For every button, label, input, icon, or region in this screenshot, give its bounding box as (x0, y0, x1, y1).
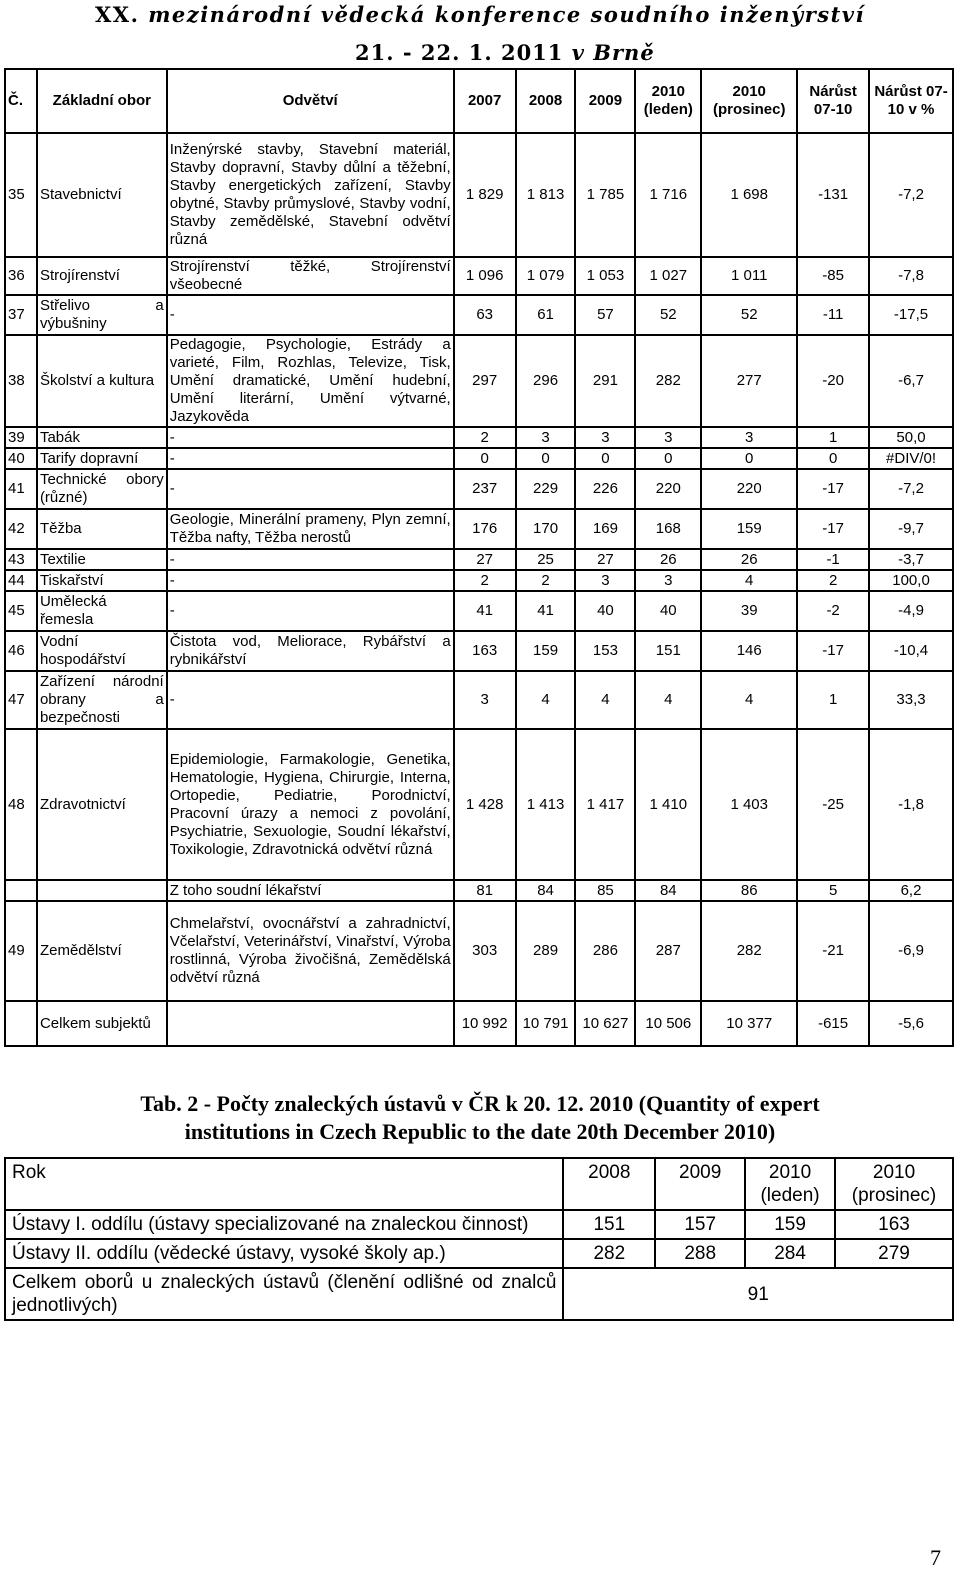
col-header-c: Č. (5, 69, 37, 133)
row-number: 36 (5, 257, 37, 295)
row-field: Textilie (37, 549, 167, 570)
col-header-rok: Rok (5, 1158, 563, 1210)
value-cell: 279 (835, 1239, 953, 1268)
value-cell: -5,6 (869, 1001, 953, 1046)
value-cell: -7,8 (869, 257, 953, 295)
value-cell: 282 (635, 335, 701, 427)
col-header-narust: Nárůst 07-10 (797, 69, 869, 133)
row-branches: - (167, 570, 454, 591)
col-header-2009: 2009 (575, 69, 635, 133)
row-number: 45 (5, 591, 37, 631)
row-field: Vodní hospodářství (37, 631, 167, 671)
value-cell: 26 (701, 549, 797, 570)
row-field: Těžba (37, 509, 167, 549)
table-row (5, 549, 953, 570)
row-number: 40 (5, 448, 37, 469)
value-cell: 27 (575, 549, 635, 570)
value-cell: 52 (701, 295, 797, 335)
row-branches: - (167, 549, 454, 570)
value-cell: 286 (575, 901, 635, 1001)
value-cell: 159 (701, 509, 797, 549)
col-header-prosinec: 2010 (prosinec) (835, 1158, 953, 1210)
col-header-2007: 2007 (454, 69, 516, 133)
table-row (5, 880, 953, 901)
row-number: 35 (5, 133, 37, 257)
value-cell: 220 (635, 469, 701, 509)
value-cell: 1 096 (454, 257, 516, 295)
table-row (5, 469, 953, 509)
value-cell: 1 698 (701, 133, 797, 257)
row-field: Stavebnictví (37, 133, 167, 257)
value-cell: 41 (454, 591, 516, 631)
value-cell: -10,4 (869, 631, 953, 671)
row-branches: - (167, 591, 454, 631)
value-cell: 27 (454, 549, 516, 570)
value-cell: -7,2 (869, 133, 953, 257)
conference-date (355, 40, 655, 65)
value-cell: 33,3 (869, 671, 953, 729)
value-cell: 3 (635, 427, 701, 448)
table-row (5, 1239, 953, 1268)
row-field: Tarify dopravní (37, 448, 167, 469)
row-branches (167, 1001, 454, 1046)
row-field: Zemědělství (37, 901, 167, 1001)
value-cell: 63 (454, 295, 516, 335)
value-cell: -6,7 (869, 335, 953, 427)
value-cell: 0 (701, 448, 797, 469)
row-field: Školství a kultura (37, 335, 167, 427)
value-cell: 1 813 (516, 133, 576, 257)
row-branches: - (167, 469, 454, 509)
value-cell: 0 (575, 448, 635, 469)
col-header-leden: 2010 (leden) (745, 1158, 835, 1210)
value-cell: 0 (454, 448, 516, 469)
row-number (5, 880, 37, 901)
row-number: 38 (5, 335, 37, 427)
value-cell: 86 (701, 880, 797, 901)
col-header-prosinec: 2010 (prosinec) (701, 69, 797, 133)
value-cell: 0 (516, 448, 576, 469)
value-cell: 159 (516, 631, 576, 671)
value-cell: 1 403 (701, 729, 797, 880)
row-field: Zdravotnictví (37, 729, 167, 880)
value-cell: -1,8 (869, 729, 953, 880)
value-cell: 10 377 (701, 1001, 797, 1046)
row-field: Zařízení národní obrany a bezpečnosti (37, 671, 167, 729)
value-cell: 163 (835, 1210, 953, 1239)
row-number: 37 (5, 295, 37, 335)
value-cell: 10 791 (516, 1001, 576, 1046)
value-cell: 168 (635, 509, 701, 549)
table-header-row (5, 69, 953, 133)
value-cell: 26 (635, 549, 701, 570)
row-label: Ústavy II. oddílu (vědecké ústavy, vysoké školy ap.) (5, 1239, 563, 1268)
row-branches: Pedagogie, Psychologie, Estrády a varieté, Film, Rozhlas, Televize, Tisk, Umění dramatické, Umění hudební, Umění literární, Umění výtvarné, Jazykověda (167, 335, 454, 427)
row-field: Celkem subjektů (37, 1001, 167, 1046)
row-field (37, 880, 167, 901)
value-cell: 3 (635, 570, 701, 591)
value-cell: 25 (516, 549, 576, 570)
value-cell: 3 (701, 427, 797, 448)
value-cell: 10 992 (454, 1001, 516, 1046)
value-cell: 3 (454, 671, 516, 729)
value-cell: -17,5 (869, 295, 953, 335)
value-cell: 146 (701, 631, 797, 671)
value-cell: -20 (797, 335, 869, 427)
table-row (5, 257, 953, 295)
value-cell: 151 (635, 631, 701, 671)
row-branches: - (167, 295, 454, 335)
col-header-obor: Základní obor (37, 69, 167, 133)
table-row (5, 295, 953, 335)
value-cell: 1 428 (454, 729, 516, 880)
value-cell: 1 079 (516, 257, 576, 295)
value-cell: 3 (516, 427, 576, 448)
value-cell: -85 (797, 257, 869, 295)
row-field: Umělecká řemesla (37, 591, 167, 631)
value-cell: -11 (797, 295, 869, 335)
table-row (5, 133, 953, 257)
caption-line2: institutions in Czech Republic to the date 20th December 2010) (184, 1119, 776, 1144)
value-cell: 1 (797, 671, 869, 729)
value-cell: 277 (701, 335, 797, 427)
value-cell: 4 (635, 671, 701, 729)
col-header-2008: 2008 (563, 1158, 655, 1210)
value-cell: -615 (797, 1001, 869, 1046)
value-cell: -1 (797, 549, 869, 570)
value-cell: 84 (635, 880, 701, 901)
value-cell: 10 506 (635, 1001, 701, 1046)
row-number: 39 (5, 427, 37, 448)
value-cell: 3 (575, 570, 635, 591)
col-header-narust-pct: Nárůst 07-10 v % (869, 69, 953, 133)
value-cell: 4 (575, 671, 635, 729)
row-field: Tiskařství (37, 570, 167, 591)
row-label: Ústavy I. oddílu (ústavy specializované na znaleckou činnost) (5, 1210, 563, 1239)
conference-name: mezinárodní vědecká konference soudního inženýrství (148, 2, 865, 27)
table-row (5, 427, 953, 448)
row-branches: Strojírenství těžké, Strojírenství všeobecné (167, 257, 454, 295)
value-cell: -9,7 (869, 509, 953, 549)
value-cell: 40 (635, 591, 701, 631)
value-cell: 5 (797, 880, 869, 901)
table2-caption (0, 1090, 960, 1146)
table-row (5, 448, 953, 469)
value-cell: 282 (563, 1239, 655, 1268)
row-field: Střelivo a výbušniny (37, 295, 167, 335)
value-cell: #DIV/0! (869, 448, 953, 469)
value-cell: 2 (454, 427, 516, 448)
row-branches: Geologie, Minerální prameny, Plyn zemní, Těžba nafty, Těžba nerostů (167, 509, 454, 549)
value-cell: 1 829 (454, 133, 516, 257)
value-cell: 159 (745, 1210, 835, 1239)
value-cell: 2 (797, 570, 869, 591)
value-cell: 170 (516, 509, 576, 549)
value-cell: 61 (516, 295, 576, 335)
row-branches: Chmelařství, ovocnářství a zahradnictví, Včelařství, Veterinářství, Vinařství, Výroba rostlinná, Výroba živočišná, Zemědělská odvětví různá (167, 901, 454, 1001)
table-row (5, 729, 953, 880)
value-cell: 1 410 (635, 729, 701, 880)
value-cell: 153 (575, 631, 635, 671)
value-cell: -2 (797, 591, 869, 631)
value-cell: 297 (454, 335, 516, 427)
value-cell: 291 (575, 335, 635, 427)
table-row (5, 1210, 953, 1239)
row-number: 46 (5, 631, 37, 671)
row-branches: Inženýrské stavby, Stavební materiál, Stavby dopravní, Stavby důlní a těžební, Stavby energetických zařízení, Stavby obytné, Stavby průmyslové, Stavby vodní, Stavby zemědělské, Stavební odvětví různá (167, 133, 454, 257)
col-header-2008: 2008 (516, 69, 576, 133)
conference-dates: 21. - 22. 1. 2011 (355, 40, 572, 65)
value-cell: 1 413 (516, 729, 576, 880)
conference-number: XX. (94, 2, 149, 27)
value-cell: 50,0 (869, 427, 953, 448)
value-cell: -3,7 (869, 549, 953, 570)
value-cell: 1 011 (701, 257, 797, 295)
col-header-2009: 2009 (655, 1158, 745, 1210)
value-cell: 296 (516, 335, 576, 427)
row-number: 48 (5, 729, 37, 880)
value-cell: 100,0 (869, 570, 953, 591)
row-number: 41 (5, 469, 37, 509)
table-row (5, 671, 953, 729)
value-cell: 163 (454, 631, 516, 671)
row-number: 47 (5, 671, 37, 729)
row-number: 42 (5, 509, 37, 549)
value-cell: 84 (516, 880, 576, 901)
value-cell: 176 (454, 509, 516, 549)
row-branches: Z toho soudní lékařství (167, 880, 454, 901)
row-number: 44 (5, 570, 37, 591)
value-cell: 1 785 (575, 133, 635, 257)
value-cell: 81 (454, 880, 516, 901)
value-cell: 226 (575, 469, 635, 509)
value-cell: 41 (516, 591, 576, 631)
row-label: Celkem oborů u znaleckých ústavů (členění odlišné od znalců jednotlivých) (5, 1268, 563, 1320)
row-branches: - (167, 448, 454, 469)
page-number: 7 (930, 1545, 941, 1570)
caption-line1: Tab. 2 - Počty znaleckých ústavů v ČR k 20. 12. 2010 (Quantity of expert (140, 1091, 820, 1116)
value-cell: 282 (701, 901, 797, 1001)
col-header-odvetvi: Odvětví (167, 69, 454, 133)
value-cell: -4,9 (869, 591, 953, 631)
value-cell: 85 (575, 880, 635, 901)
table-row (5, 631, 953, 671)
value-cell: 4 (701, 570, 797, 591)
value-cell: 57 (575, 295, 635, 335)
value-cell: -21 (797, 901, 869, 1001)
table-row (5, 1001, 953, 1046)
value-cell: 0 (797, 448, 869, 469)
value-cell: 10 627 (575, 1001, 635, 1046)
value-cell: 52 (635, 295, 701, 335)
row-field: Strojírenství (37, 257, 167, 295)
col-header-leden: 2010 (leden) (635, 69, 701, 133)
value-cell: -131 (797, 133, 869, 257)
table-row (5, 570, 953, 591)
value-cell: 40 (575, 591, 635, 631)
table-row (5, 591, 953, 631)
row-field: Technické obory (různé) (37, 469, 167, 509)
conference-place: v Brně (571, 40, 655, 65)
value-cell: 284 (745, 1239, 835, 1268)
total-cell: 91 (563, 1268, 953, 1320)
value-cell: 39 (701, 591, 797, 631)
value-cell: 1 (797, 427, 869, 448)
conference-title (0, 2, 960, 27)
row-branches: Epidemiologie, Farmakologie, Genetika, Hematologie, Hygiena, Chirurgie, Interna, Ortopedie, Pediatrie, Porodnictví, Pracovní úrazy a nemoci z povolání, Psychiatrie, Sexuologie, Soudní lékařství, Toxikologie, Zdravotnická odvětví různá (167, 729, 454, 880)
value-cell: 220 (701, 469, 797, 509)
value-cell: -17 (797, 469, 869, 509)
value-cell: 151 (563, 1210, 655, 1239)
value-cell: 303 (454, 901, 516, 1001)
institutions-table (4, 1157, 954, 1321)
table2-header-row (5, 1158, 953, 1210)
row-branches: - (167, 427, 454, 448)
value-cell: -25 (797, 729, 869, 880)
value-cell: -6,9 (869, 901, 953, 1001)
value-cell: -17 (797, 509, 869, 549)
table-row (5, 901, 953, 1001)
value-cell: 287 (635, 901, 701, 1001)
row-branches: - (167, 671, 454, 729)
value-cell: 4 (701, 671, 797, 729)
value-cell: 289 (516, 901, 576, 1001)
value-cell: 1 716 (635, 133, 701, 257)
value-cell: 0 (635, 448, 701, 469)
value-cell: 2 (454, 570, 516, 591)
row-number (5, 1001, 37, 1046)
table-row (5, 1268, 953, 1320)
value-cell: -7,2 (869, 469, 953, 509)
row-field: Tabák (37, 427, 167, 448)
value-cell: 4 (516, 671, 576, 729)
value-cell: 157 (655, 1210, 745, 1239)
value-cell: 1 053 (575, 257, 635, 295)
value-cell: 229 (516, 469, 576, 509)
table-row (5, 509, 953, 549)
value-cell: 1 417 (575, 729, 635, 880)
value-cell: 169 (575, 509, 635, 549)
value-cell: 6,2 (869, 880, 953, 901)
row-branches: Čistota vod, Meliorace, Rybářství a rybnikářství (167, 631, 454, 671)
value-cell: -17 (797, 631, 869, 671)
value-cell: 237 (454, 469, 516, 509)
value-cell: 3 (575, 427, 635, 448)
value-cell: 2 (516, 570, 576, 591)
table-row (5, 335, 953, 427)
experts-by-field-table (4, 68, 954, 1047)
value-cell: 1 027 (635, 257, 701, 295)
row-number: 49 (5, 901, 37, 1001)
row-number: 43 (5, 549, 37, 570)
value-cell: 288 (655, 1239, 745, 1268)
